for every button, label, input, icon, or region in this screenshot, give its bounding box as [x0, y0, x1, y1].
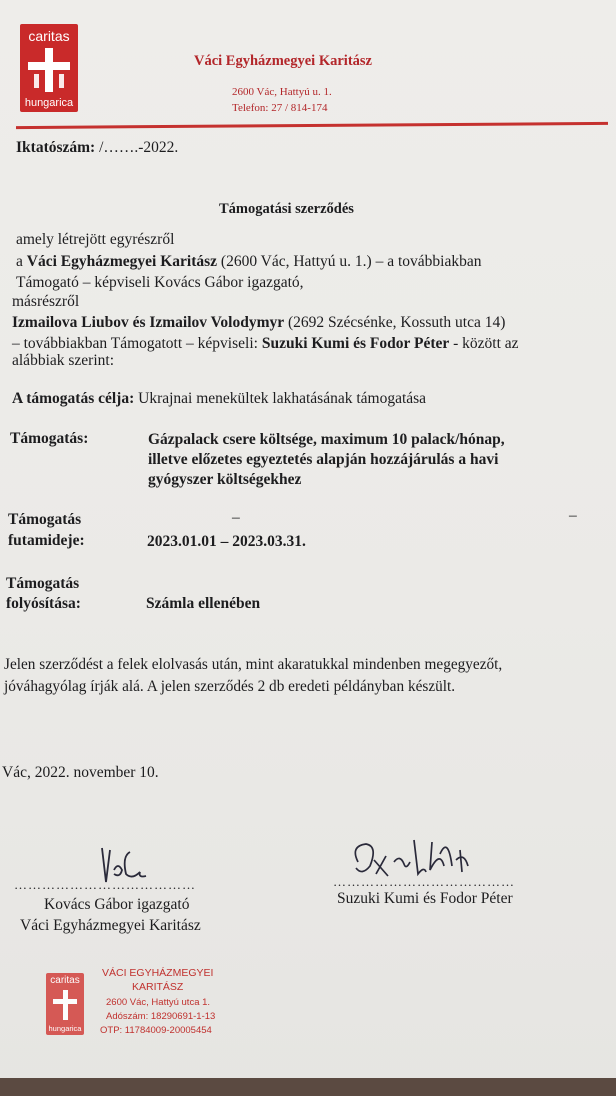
payment-label-2: folyósítása: [6, 595, 81, 612]
stamp-address: 2600 Vác, Hattyú utca 1. [106, 997, 211, 1008]
parties-line-3: Támogató – képviseli Kovács Gábor igazgató, [16, 274, 304, 291]
closing-line-2: jóváhagyólag írják alá. A jelen szerződés 2 db eredeti példányban készült. [4, 678, 456, 695]
parties-line-7: alábbiak szerint: [12, 352, 114, 369]
contract-title: Támogatási szerződés [219, 201, 354, 217]
logo-top-text: caritas [28, 28, 70, 44]
logo-bottom-text: hungarica [24, 97, 74, 109]
support-label: Támogatás: [10, 430, 89, 447]
representative-names: Suzuki Kumi és Fodor Péter [261, 335, 450, 352]
parties-line-2 [16, 253, 481, 271]
left-signature-line: ………………………………… [14, 877, 196, 892]
stamp-tax-number: Adószám: 18290691-1-13 [106, 1011, 216, 1022]
stamp-cross-icon [53, 990, 77, 1020]
place-date: Vác, 2022. november 10. [2, 764, 159, 781]
purpose-line [12, 390, 426, 408]
stamp-logo-top-text: caritas [50, 975, 80, 986]
support-line-3: gyógyszer költségekhez [148, 471, 302, 488]
right-signature-line: ………………………………… [333, 874, 515, 889]
parties-line-6-prefix: – továbbiakban Támogatott – képviseli: [12, 335, 262, 352]
stamp-name-1: VÁCI EGYHÁZMEGYEI [102, 967, 214, 979]
parties-line-6-rest: - között az [449, 335, 519, 352]
parties-line-2-prefix: a [16, 253, 27, 270]
term-dash-left: – [232, 509, 240, 526]
term-label-2: futamideje: [8, 532, 85, 549]
header-org-name: Váci Egyházmegyei Karitász [194, 53, 372, 69]
parties-line-6 [12, 335, 519, 353]
left-signer-org: Váci Egyházmegyei Karitász [20, 917, 201, 934]
payment-value: Számla ellenében [146, 595, 261, 612]
right-signer-name: Suzuki Kumi és Fodor Péter [337, 890, 513, 907]
reference-label: Iktatószám: [16, 139, 96, 156]
header-phone: Telefon: 27 / 814-174 [232, 102, 328, 114]
parties-line-5-rest: (2692 Szécsénke, Kossuth utca 14) [284, 314, 506, 331]
caritas-logo [20, 24, 78, 112]
term-dash-right: – [569, 507, 577, 524]
closing-line-1: Jelen szerződést a felek elolvasás után, mint akaratukkal mindenben megegyezőt, [4, 656, 503, 673]
reference-line [16, 139, 178, 157]
stamp-logo-bottom-text: hungarica [48, 1024, 82, 1033]
parties-line-4: másrészről [12, 293, 80, 310]
cross-icon [28, 48, 70, 92]
header-address: 2600 Vác, Hattyú u. 1. [232, 86, 332, 98]
supported-names: Izmailova Liubov és Izmailov Volodymyr [12, 314, 285, 331]
reference-value: /…….-2022. [95, 139, 179, 156]
parties-line-5 [12, 314, 505, 332]
header-divider [16, 122, 608, 129]
table-surface [0, 1078, 616, 1096]
parties-line-1: amely létrejött egyrészről [16, 231, 175, 248]
support-line-1: Gázpalack csere költsége, maximum 10 palack/hónap, [148, 431, 505, 448]
purpose-value: Ukrajnai menekültek lakhatásának támogatása [134, 390, 427, 407]
payment-label-1: Támogatás [6, 575, 80, 592]
stamp-logo [46, 973, 84, 1035]
purpose-label: A támogatás célja: [12, 390, 135, 407]
supporter-org: Váci Egyházmegyei Karitász [26, 253, 218, 270]
term-value: 2023.01.01 – 2023.03.31. [147, 533, 306, 550]
support-line-2: illetve előzetes egyeztetés alapján hozzájárulás a havi [148, 451, 499, 468]
stamp-bank-account: OTP: 11784009-20005454 [100, 1025, 212, 1036]
parties-line-2-rest: (2600 Vác, Hattyú u. 1.) – a továbbiakban [217, 253, 482, 270]
left-signer-name: Kovács Gábor igazgató [44, 896, 190, 913]
term-label-1: Támogatás [8, 511, 82, 528]
stamp-name-2: KARITÁSZ [132, 981, 184, 993]
